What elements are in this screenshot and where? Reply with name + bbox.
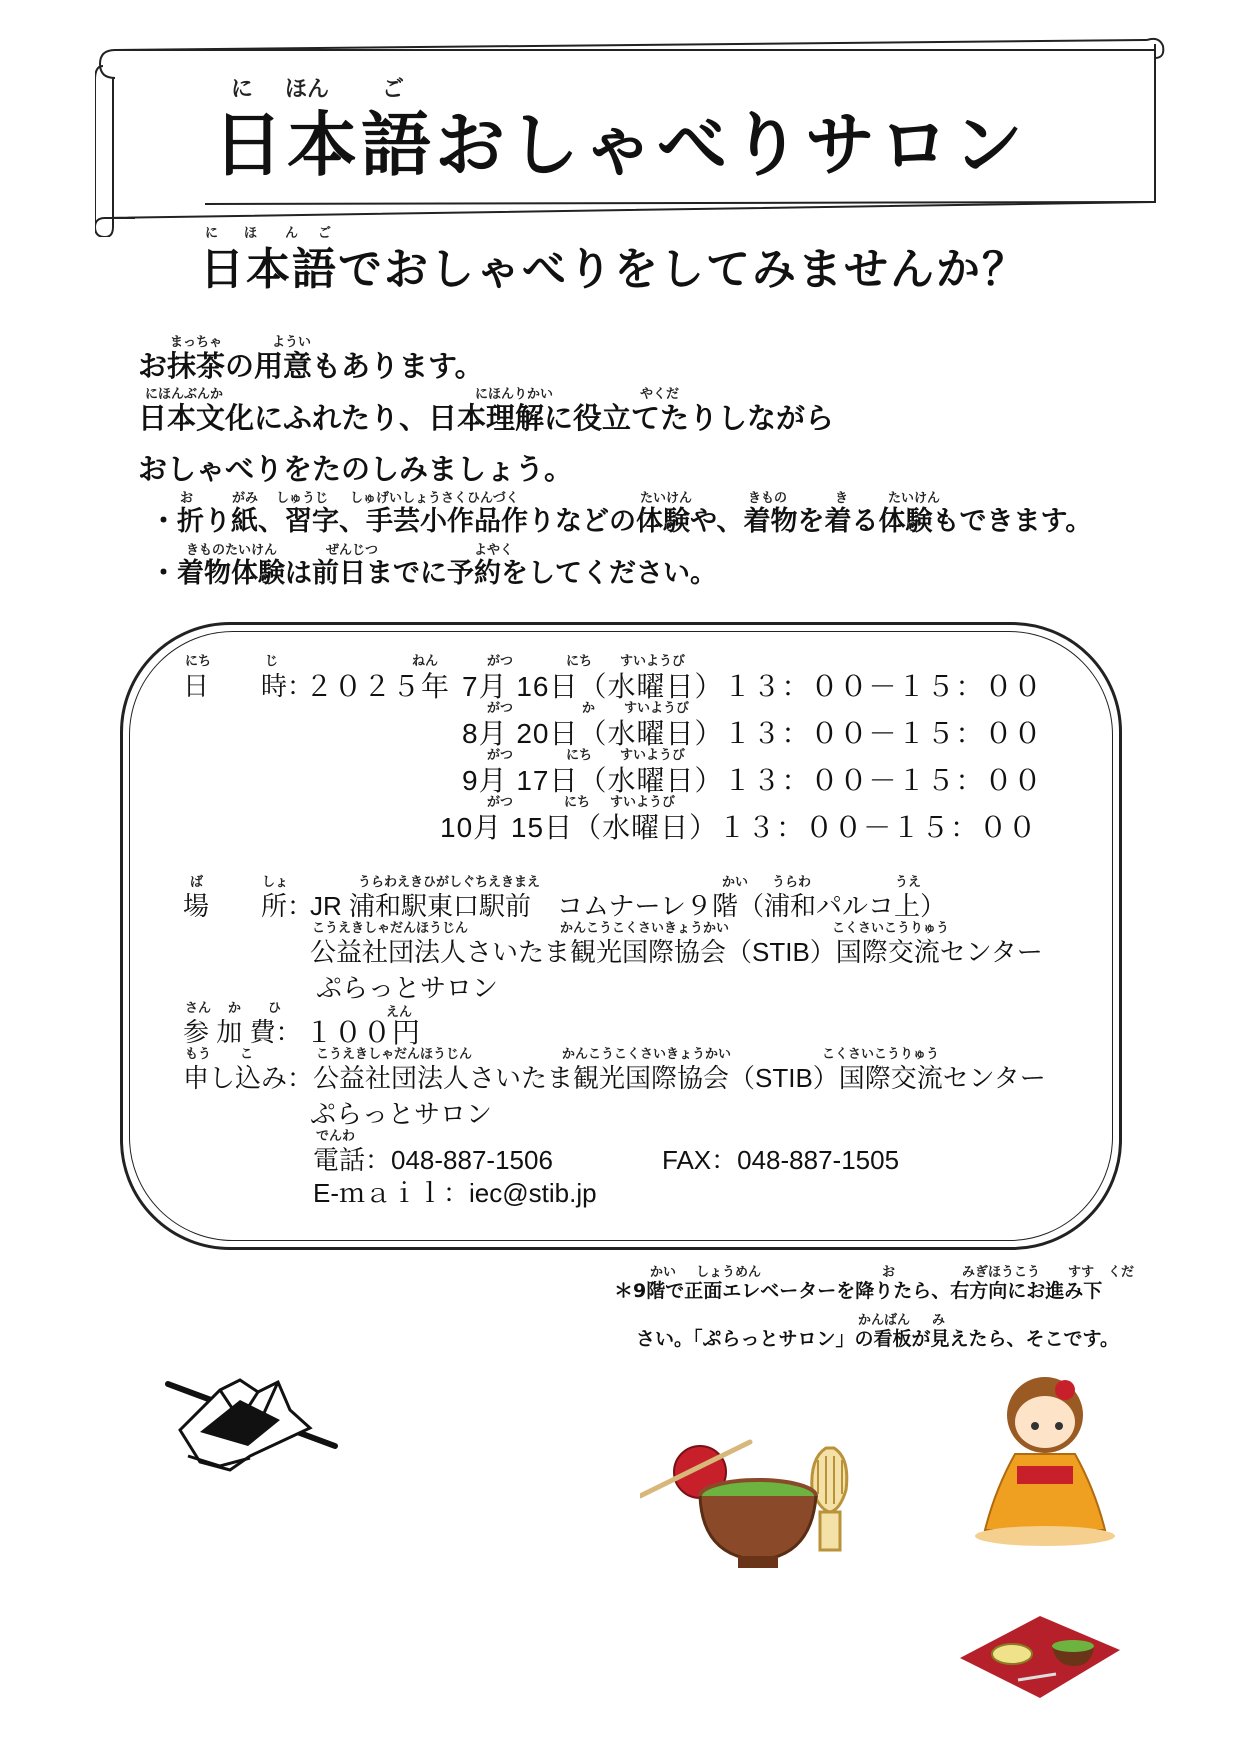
date-ruby: すいようび bbox=[624, 701, 690, 716]
apply-ruby: こくさいこうりゅう bbox=[822, 1047, 940, 1062]
note-ruby: お bbox=[882, 1265, 896, 1280]
bullet1-ruby: たいけん bbox=[640, 491, 693, 506]
venue-ruby: うえ bbox=[895, 875, 922, 890]
note-ruby: みぎほうこう bbox=[962, 1265, 1041, 1280]
fee-label-ruby: さん bbox=[185, 1001, 212, 1016]
date-ruby: にち bbox=[566, 748, 593, 763]
schedule-label-ruby: じ bbox=[265, 654, 279, 669]
bullet2-ruby: ぜんじつ bbox=[326, 543, 379, 558]
apply-line-2: ぷらっとサロン bbox=[310, 1099, 493, 1129]
intro-ruby: やくだ bbox=[640, 387, 680, 402]
note-ruby: かんばん bbox=[858, 1313, 911, 1328]
subtitle-ruby: に bbox=[205, 226, 219, 241]
intro-ruby: まっちゃ bbox=[170, 335, 223, 350]
bullet-item-2: ・着物体験は前日までに予約をしてください。 bbox=[150, 558, 717, 589]
email-address[interactable]: E-ｍａｉｌ：iec@stib.jp bbox=[313, 1178, 597, 1208]
schedule-date-4: 10月 15日（水曜日）１３：００－１５：００ bbox=[440, 812, 1038, 843]
title-ruby-go: ご bbox=[382, 77, 405, 102]
kimono-girl-icon bbox=[965, 1370, 1125, 1550]
venue-ruby: うらわ bbox=[772, 875, 812, 890]
apply-ruby: かんこうこくさいきょうかい bbox=[562, 1047, 732, 1062]
fax-number: FAX：048-887-1505 bbox=[662, 1145, 900, 1175]
venue-label: 場 所： bbox=[183, 891, 314, 921]
date-ruby: がつ bbox=[487, 654, 514, 669]
page-title: 日本語おしゃべりサロン bbox=[213, 104, 1027, 186]
schedule-date-3: 9月 17日（水曜日）１３：００－１５：００ bbox=[462, 765, 1043, 796]
matcha-tea-set-icon bbox=[640, 1430, 880, 1580]
origami-kabuto-icon bbox=[160, 1370, 340, 1480]
note-ruby: くだ bbox=[1108, 1265, 1135, 1280]
venue-line-2: 公益社団法人さいたま観光国際協会（STIB）国際交流センター bbox=[310, 937, 1043, 967]
schedule-label-ruby: にち bbox=[185, 654, 212, 669]
bullet-item-1: ・折り紙、習字、手芸小作品作りなどの体験や、着物を着る体験もできます。 bbox=[150, 506, 1093, 537]
apply-line-1: 公益社団法人さいたま観光国際協会（STIB）国際交流センター bbox=[313, 1063, 1046, 1093]
apply-ruby: こうえきしゃだんほうじん bbox=[316, 1047, 473, 1062]
date-ruby: がつ bbox=[487, 795, 514, 810]
intro-line-1: お抹茶の用意もあります。 bbox=[138, 349, 484, 383]
intro-ruby: にほんぶんか bbox=[145, 387, 224, 402]
note-ruby: すす bbox=[1068, 1265, 1095, 1280]
note-ruby: かい bbox=[650, 1265, 677, 1280]
bullet1-ruby: しゅげいしょうさくひんづく bbox=[350, 491, 519, 506]
intro-ruby: にほんりかい bbox=[475, 387, 554, 402]
venue-ruby: かい bbox=[722, 875, 749, 890]
bullet1-ruby: き bbox=[835, 491, 849, 506]
intro-ruby: ようい bbox=[272, 335, 312, 350]
venue-label-ruby: しょ bbox=[262, 875, 289, 890]
note-ruby: しょうめん bbox=[696, 1265, 762, 1280]
bullet1-ruby: たいけん bbox=[888, 491, 941, 506]
venue-label-ruby: ば bbox=[190, 875, 204, 890]
note-ruby: み bbox=[932, 1313, 946, 1328]
venue-ruby: かんこうこくさいきょうかい bbox=[560, 921, 730, 936]
bullet2-ruby: よやく bbox=[474, 543, 514, 558]
date-ruby: か bbox=[582, 701, 596, 716]
apply-label-ruby: こ bbox=[240, 1047, 254, 1062]
venue-line-3: ぷらっとサロン bbox=[316, 973, 499, 1003]
title-ruby-hon: ほん bbox=[285, 77, 330, 102]
intro-line-3: おしゃべりをたのしみましょう。 bbox=[138, 452, 574, 486]
title-banner bbox=[95, 22, 1175, 237]
venue-ruby: こうえきしゃだんほうじん bbox=[312, 921, 469, 936]
date-ruby: すいようび bbox=[610, 795, 676, 810]
fee-value: １００円 bbox=[305, 1017, 422, 1048]
venue-ruby: うらわえきひがしぐちえきまえ bbox=[358, 875, 541, 890]
fee-label-ruby: ひ bbox=[268, 1001, 282, 1016]
fee-label-ruby: か bbox=[228, 1001, 242, 1016]
note-line-1: ＊9階で正面エレベーターを降りたら、右方向にお進み下 bbox=[614, 1280, 1103, 1302]
subtitle: 日本語でおしゃべりをしてみませんか？ bbox=[200, 244, 1028, 295]
subtitle-ruby: ご bbox=[318, 226, 332, 241]
schedule-label: 日 時： bbox=[183, 671, 314, 701]
subtitle-ruby: ほ bbox=[244, 226, 258, 241]
year-ruby: ねん bbox=[412, 654, 439, 669]
apply-label: 申し込み： bbox=[183, 1063, 314, 1093]
fee-label: 参 加 費： bbox=[183, 1017, 302, 1047]
date-ruby: がつ bbox=[487, 748, 514, 763]
bullet1-ruby: がみ bbox=[232, 491, 259, 506]
note-line-2: さい。「ぷらっとサロン」の看板が見えたら、そこです。 bbox=[636, 1328, 1119, 1350]
date-ruby: すいようび bbox=[620, 748, 686, 763]
schedule-date-2: 8月 20日（水曜日）１３：００－１５：００ bbox=[462, 718, 1043, 749]
phone-ruby: でんわ bbox=[316, 1129, 356, 1144]
date-ruby: にち bbox=[564, 795, 591, 810]
schedule-year: ２０２５年 bbox=[305, 671, 451, 702]
date-ruby: がつ bbox=[487, 701, 514, 716]
subtitle-ruby: ん bbox=[285, 226, 299, 241]
phone-number: 電話：048-887-1506 bbox=[313, 1145, 553, 1175]
bullet1-ruby: しゅうじ bbox=[276, 491, 329, 506]
date-ruby: にち bbox=[566, 654, 593, 669]
fee-value-ruby: えん bbox=[386, 1005, 413, 1020]
schedule-date-1: 7月 16日（水曜日）１３：００－１５：００ bbox=[462, 671, 1043, 702]
intro-line-2: 日本文化にふれたり、日本理解に役立てたりしながら bbox=[138, 401, 835, 435]
bullet1-ruby: お bbox=[180, 491, 194, 506]
wagashi-tray-icon bbox=[960, 1610, 1120, 1700]
bullet1-ruby: きもの bbox=[748, 491, 788, 506]
bullet2-ruby: きものたいけん bbox=[186, 543, 278, 558]
venue-line-1: JR 浦和駅東口駅前 コムナーレ９階（浦和パルコ上） bbox=[310, 891, 946, 921]
apply-label-ruby: もう bbox=[185, 1047, 212, 1062]
date-ruby: すいようび bbox=[620, 654, 686, 669]
venue-ruby: こくさいこうりゅう bbox=[832, 921, 950, 936]
info-box bbox=[120, 622, 1122, 1250]
title-ruby-ni: に bbox=[231, 77, 254, 102]
